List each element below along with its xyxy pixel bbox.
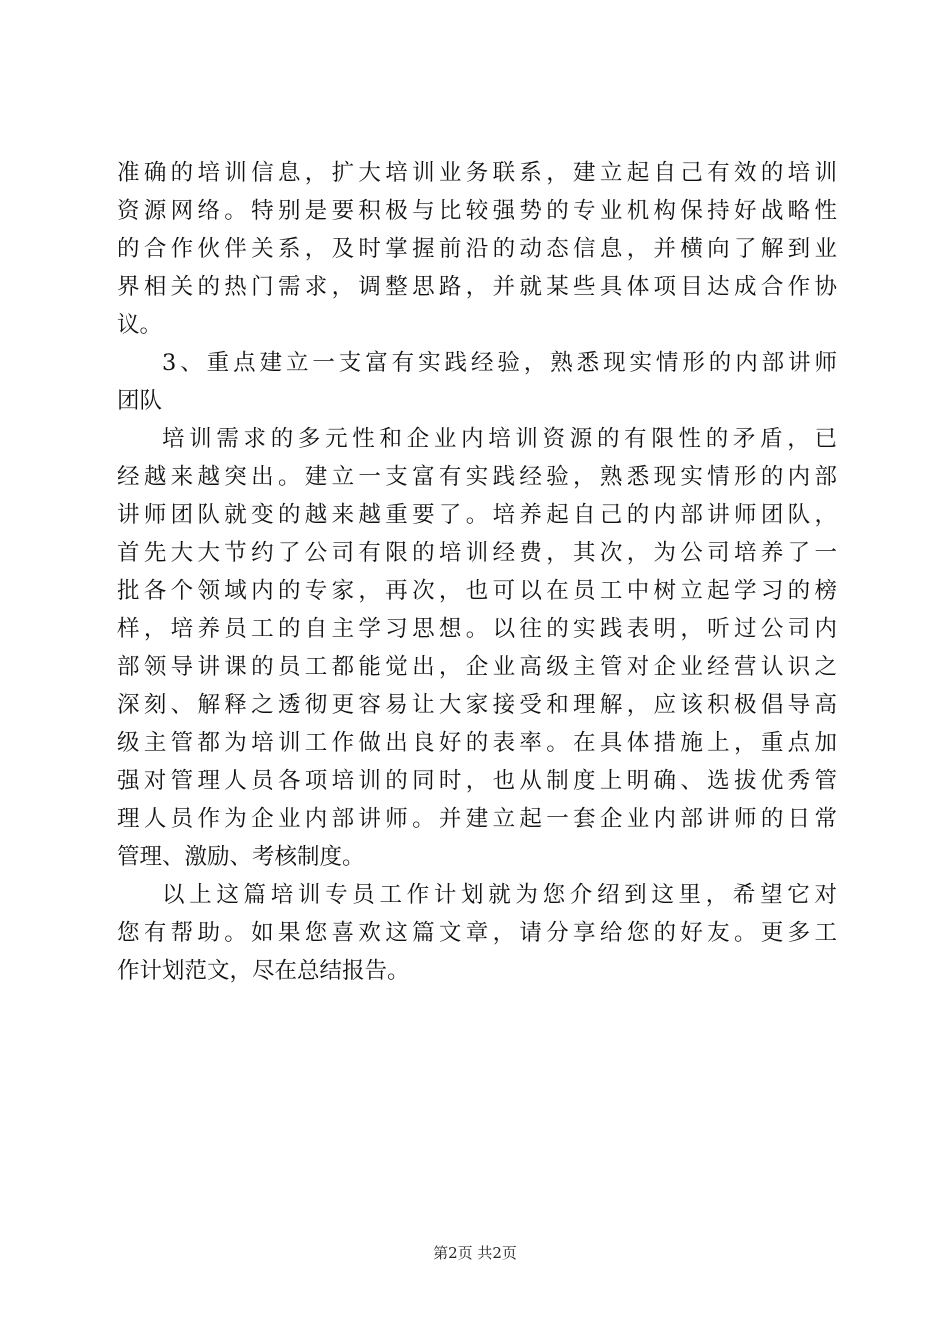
body-text	[117, 154, 837, 990]
section-heading-continued: 团队	[117, 388, 163, 414]
text-line: 准确的培训信息，扩大培训业务联系，建立起自己有效的培训	[117, 160, 837, 186]
text-line: 理人员作为企业内部讲师。并建立起一套企业内部讲师的日常	[117, 806, 837, 832]
text-line: 部领导讲课的员工都能觉出，企业高级主管对企业经营认识之	[117, 654, 837, 680]
text-line: 以上这篇培训专员工作计划就为您介绍到这里，希望它对	[162, 882, 837, 908]
text-line: 您有帮助。如果您喜欢这篇文章，请分享给您的好友。更多工	[117, 920, 837, 946]
text-line: 议。	[117, 312, 163, 338]
text-line: 的合作伙伴关系，及时掌握前沿的动态信息，并横向了解到业	[117, 236, 837, 262]
text-line: 界相关的热门需求，调整思路，并就某些具体项目达成合作协	[117, 274, 837, 300]
text-line: 级主管都为培训工作做出良好的表率。在具体措施上，重点加	[117, 730, 837, 756]
text-line: 批各个领域内的专家，再次，也可以在员工中树立起学习的榜	[117, 578, 837, 604]
text-line: 首先大大节约了公司有限的培训经费，其次，为公司培养了一	[117, 540, 837, 566]
text-line: 样，培养员工的自主学习思想。以往的实践表明，听过公司内	[117, 616, 837, 642]
text-line: 经越来越突出。建立一支富有实践经验，熟悉现实情形的内部	[117, 464, 837, 490]
text-line: 深刻、解释之透彻更容易让大家接受和理解，应该积极倡导高	[117, 692, 837, 718]
page-number: 第2页 共2页	[433, 1244, 517, 1262]
section-heading: 3、重点建立一支富有实践经验，熟悉现实情形的内部讲师	[162, 350, 837, 376]
text-line: 培训需求的多元性和企业内培训资源的有限性的矛盾，已	[162, 426, 837, 452]
text-line: 讲师团队就变的越来越重要了。培养起自己的内部讲师团队，	[117, 502, 837, 528]
text-line: 强对管理人员各项培训的同时，也从制度上明确、选拔优秀管	[117, 768, 837, 794]
text-line: 资源网络。特别是要积极与比较强势的专业机构保持好战略性	[117, 198, 837, 224]
text-line: 管理、激励、考核制度。	[117, 844, 365, 870]
text-line: 作计划范文，尽在总结报告。	[117, 958, 410, 984]
